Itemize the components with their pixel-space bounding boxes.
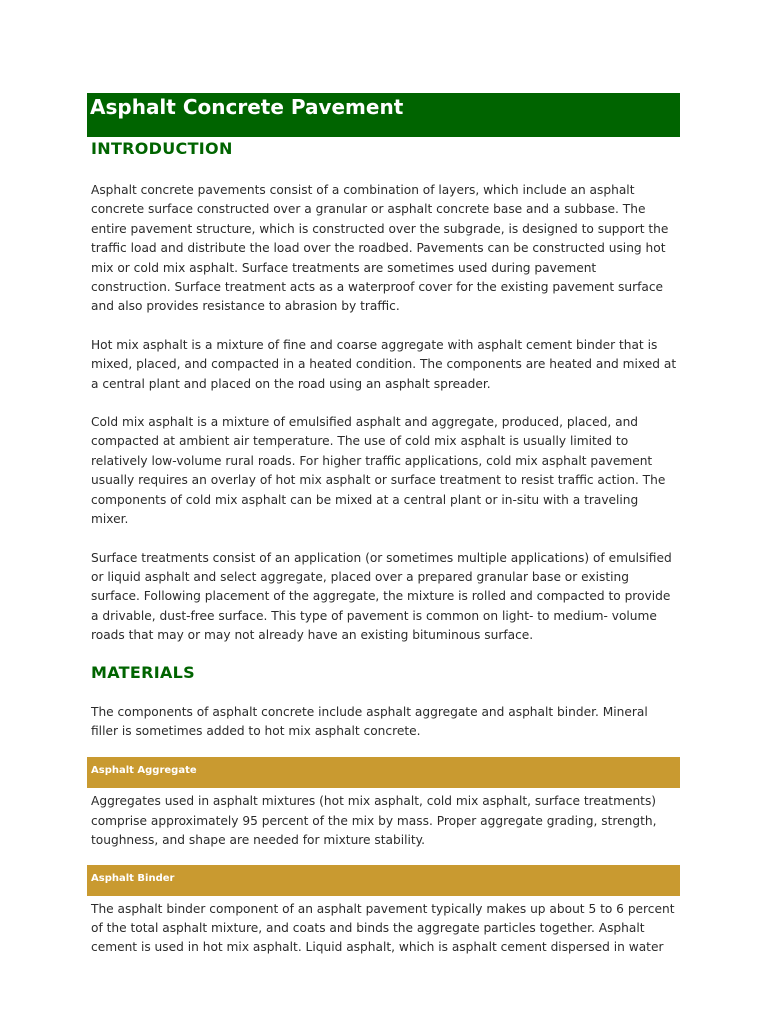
binder-subheading: Asphalt Binder — [91, 872, 175, 884]
document-page — [87, 93, 680, 958]
introduction-heading: INTRODUCTION — [91, 139, 233, 158]
aggregate-paragraph: Aggregates used in asphalt mixtures (hot mix asphalt, cold mix asphalt, surface treatments) comprise approximately 95 percent of the mix by mass. Proper aggregate grading, strength, toughness, and shape are needed for mixture stability. — [91, 794, 657, 848]
intro-paragraph-3: Cold mix asphalt is a mixture of emulsified asphalt and aggregate, produced, placed, and compacted at ambient air temperature. The use of cold mix asphalt is usually limited to relatively low-volume rural roads. For higher traffic applications, cold mix asphalt pavement usually requires an overlay of hot mix asphalt or surface treatment to resist traffic action. The components of cold mix asphalt can be mixed at a central plant or in-situ with a traveling mixer. — [91, 415, 666, 527]
aggregate-subheading-bar — [87, 757, 680, 788]
title-banner — [87, 93, 680, 137]
materials-intro-paragraph: The components of asphalt concrete include asphalt aggregate and asphalt binder. Mineral filler is sometimes added to hot mix asphalt concrete. — [91, 704, 648, 738]
intro-paragraph-4: Surface treatments consist of an application (or sometimes multiple applications) of emulsified or liquid asphalt and select aggregate, placed over a prepared granular base or existing surface. Following placement of the aggregate, the mixture is rolled and compacted to provide a drivable, dust-free surface. This type of pavement is common on light- to medium- volume roads that may or may not already have an existing bituminous surface. — [91, 550, 672, 643]
materials-heading: MATERIALS — [91, 662, 195, 682]
binder-subheading-bar — [87, 865, 680, 896]
intro-paragraph-1: Asphalt concrete pavements consist of a combination of layers, which include an asphalt concrete surface constructed over a granular or asphalt concrete base and a subbase. The entire pavement structure, which is constructed over the subgrade, is designed to support the traffic load and distribute the load over the roadbed. Pavements can be constructed using hot mix or cold mix asphalt. Surface treatments are sometimes used during pavement construction. Surface treatment acts as a waterproof cover for the existing pavement surface and also provides resistance to abrasion by traffic. — [91, 183, 669, 314]
aggregate-subheading: Asphalt Aggregate — [91, 765, 197, 777]
intro-paragraph-2: Hot mix asphalt is a mixture of fine and coarse aggregate with asphalt cement binder that is mixed, placed, and compacted in a heated condition. The components are heated and mixed at a central plant and placed on the road using an asphalt spreader. — [91, 337, 677, 391]
binder-paragraph: The asphalt binder component of an asphalt pavement typically makes up about 5 to 6 percent of the total asphalt mixture, and coats and binds the aggregate particles together. Asphalt cement is used in hot mix asphalt. Liquid asphalt, which is asphalt cement dispersed in water — [91, 901, 675, 955]
document-title: Asphalt Concrete Pavement — [90, 95, 404, 119]
